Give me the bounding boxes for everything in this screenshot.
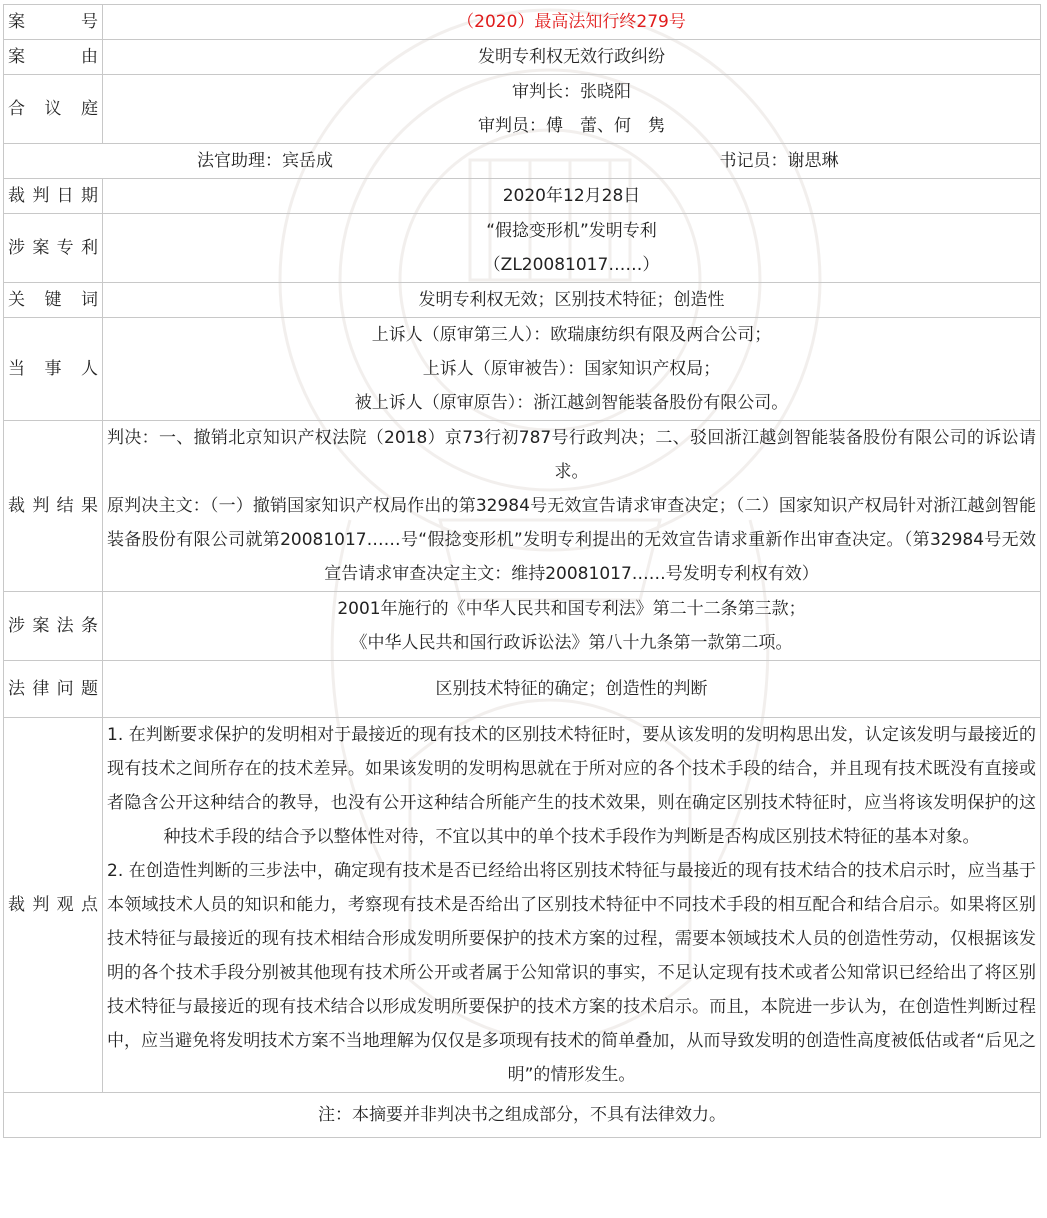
panel-judges: 审判员：傅 蕾、何 隽 bbox=[478, 116, 665, 136]
parties-value bbox=[103, 318, 1041, 421]
patent-number: （ZL20081017……） bbox=[483, 255, 660, 275]
row-case-number bbox=[4, 5, 1041, 40]
case-summary-table bbox=[3, 4, 1041, 1138]
case-number-value: （2020）最高法知行终279号 bbox=[103, 5, 1041, 40]
party-appellant-2: 上诉人（原审被告）：国家知识产权局； bbox=[422, 359, 721, 379]
row-issue bbox=[4, 661, 1041, 718]
row-note bbox=[4, 1093, 1041, 1138]
date-value: 2020年12月28日 bbox=[103, 179, 1041, 214]
row-assistants bbox=[4, 144, 1041, 179]
result-value bbox=[103, 421, 1041, 592]
label-issue: 法律问题 bbox=[4, 661, 103, 718]
patent-name: “假捻变形机”发明专利 bbox=[486, 221, 657, 241]
panel-value bbox=[103, 75, 1041, 144]
law-patent: 2001年施行的《中华人民共和国专利法》第二十二条第三款； bbox=[337, 599, 806, 619]
law-administrative: 《中华人民共和国行政诉讼法》第八十九条第一款第二项。 bbox=[350, 633, 793, 653]
assistants-value bbox=[4, 144, 1041, 179]
row-holdings bbox=[4, 718, 1041, 1093]
label-date: 裁判日期 bbox=[4, 179, 103, 214]
row-patent bbox=[4, 214, 1041, 283]
label-parties: 当事人 bbox=[4, 318, 103, 421]
presiding-judge: 审判长：张晓阳 bbox=[512, 82, 631, 102]
issue-value: 区别技术特征的确定；创造性的判断 bbox=[103, 661, 1041, 718]
label-laws: 涉案法条 bbox=[4, 592, 103, 661]
laws-value bbox=[103, 592, 1041, 661]
row-cause bbox=[4, 40, 1041, 75]
label-case-number: 案号 bbox=[4, 5, 103, 40]
row-parties bbox=[4, 318, 1041, 421]
row-result bbox=[4, 421, 1041, 592]
holding-1: 1. 在判断要求保护的发明相对于最接近的现有技术的区别技术特征时，要从该发明的发明构思出发，认定该发明与最接近的现有技术之间所存在的技术差异。如果该发明的发明构思就在于所对应的各个技术手段的结合，并且现有技术既没有直接或者隐含公开这种结合的教导，也没有公开这种结合所能产生的技术效果，则在确定区别技术特征时，应当将该发明保护的这种技术手段的结合予以整体性对待，不宜以其中的单个技术手段作为判断是否构成区别技术特征的基本对象。 bbox=[107, 725, 1036, 847]
row-panel bbox=[4, 75, 1041, 144]
court-clerk: 书记员：谢思琳 bbox=[719, 151, 839, 171]
row-laws bbox=[4, 592, 1041, 661]
party-appellee: 被上诉人（原审原告）：浙江越剑智能装备股份有限公司。 bbox=[354, 393, 789, 413]
row-keywords bbox=[4, 283, 1041, 318]
judgment-text: 判决：一、撤销北京知识产权法院（2018）京73行初787号行政判决；二、驳回浙江越剑智能装备股份有限公司的诉讼请求。 bbox=[107, 428, 1036, 482]
party-appellant-1: 上诉人（原审第三人）：欧瑞康纺织有限及两合公司； bbox=[371, 325, 772, 345]
original-judgment-text: 原判决主文：（一）撤销国家知识产权局作出的第32984号无效宣告请求审查决定；（二）国家知识产权局针对浙江越剑智能装备股份有限公司就第20081017……号“假捻变形机”发明专利提出的无效宣告请求重新作出审查决定。（第32984号无效宣告请求审查决定主文：维持20081017……号发明专利权有效） bbox=[107, 496, 1036, 584]
label-keywords: 关键词 bbox=[4, 283, 103, 318]
keywords-value: 发明专利权无效；区别技术特征；创造性 bbox=[103, 283, 1041, 318]
holding-2: 2. 在创造性判断的三步法中，确定现有技术是否已经给出将区别技术特征与最接近的现有技术结合的技术启示时，应当基于本领域技术人员的知识和能力，考察现有技术是否给出了区别技术特征中不同技术手段的相互配合和结合启示。如果将区别技术特征与最接近的现有技术相结合形成发明所要保护的技术方案的过程，需要本领域技术人员的创造性劳动，仅根据该发明的各个技术手段分别被其他现有技术所公开或者属于公知常识的事实，不足认定现有技术或者公知常识已经给出了将区别技术特征与最接近的现有技术结合以形成发明所要保护的技术方案的技术启示。而且，本院进一步认为，在创造性判断过程中，应当避免将发明技术方案不当地理解为仅仅是多项现有技术的简单叠加，从而导致发明的创造性高度被低估或者“后见之明”的情形发生。 bbox=[107, 861, 1036, 1085]
judge-assistant: 法官助理：宾岳成 bbox=[197, 151, 333, 171]
label-holdings: 裁判观点 bbox=[4, 718, 103, 1093]
row-date bbox=[4, 179, 1041, 214]
disclaimer-note: 注：本摘要并非判决书之组成部分，不具有法律效力。 bbox=[4, 1093, 1041, 1138]
label-patent: 涉案专利 bbox=[4, 214, 103, 283]
patent-value bbox=[103, 214, 1041, 283]
label-result: 裁判结果 bbox=[4, 421, 103, 592]
label-panel: 合议庭 bbox=[4, 75, 103, 144]
label-cause: 案由 bbox=[4, 40, 103, 75]
cause-value: 发明专利权无效行政纠纷 bbox=[103, 40, 1041, 75]
holdings-value bbox=[103, 718, 1041, 1093]
